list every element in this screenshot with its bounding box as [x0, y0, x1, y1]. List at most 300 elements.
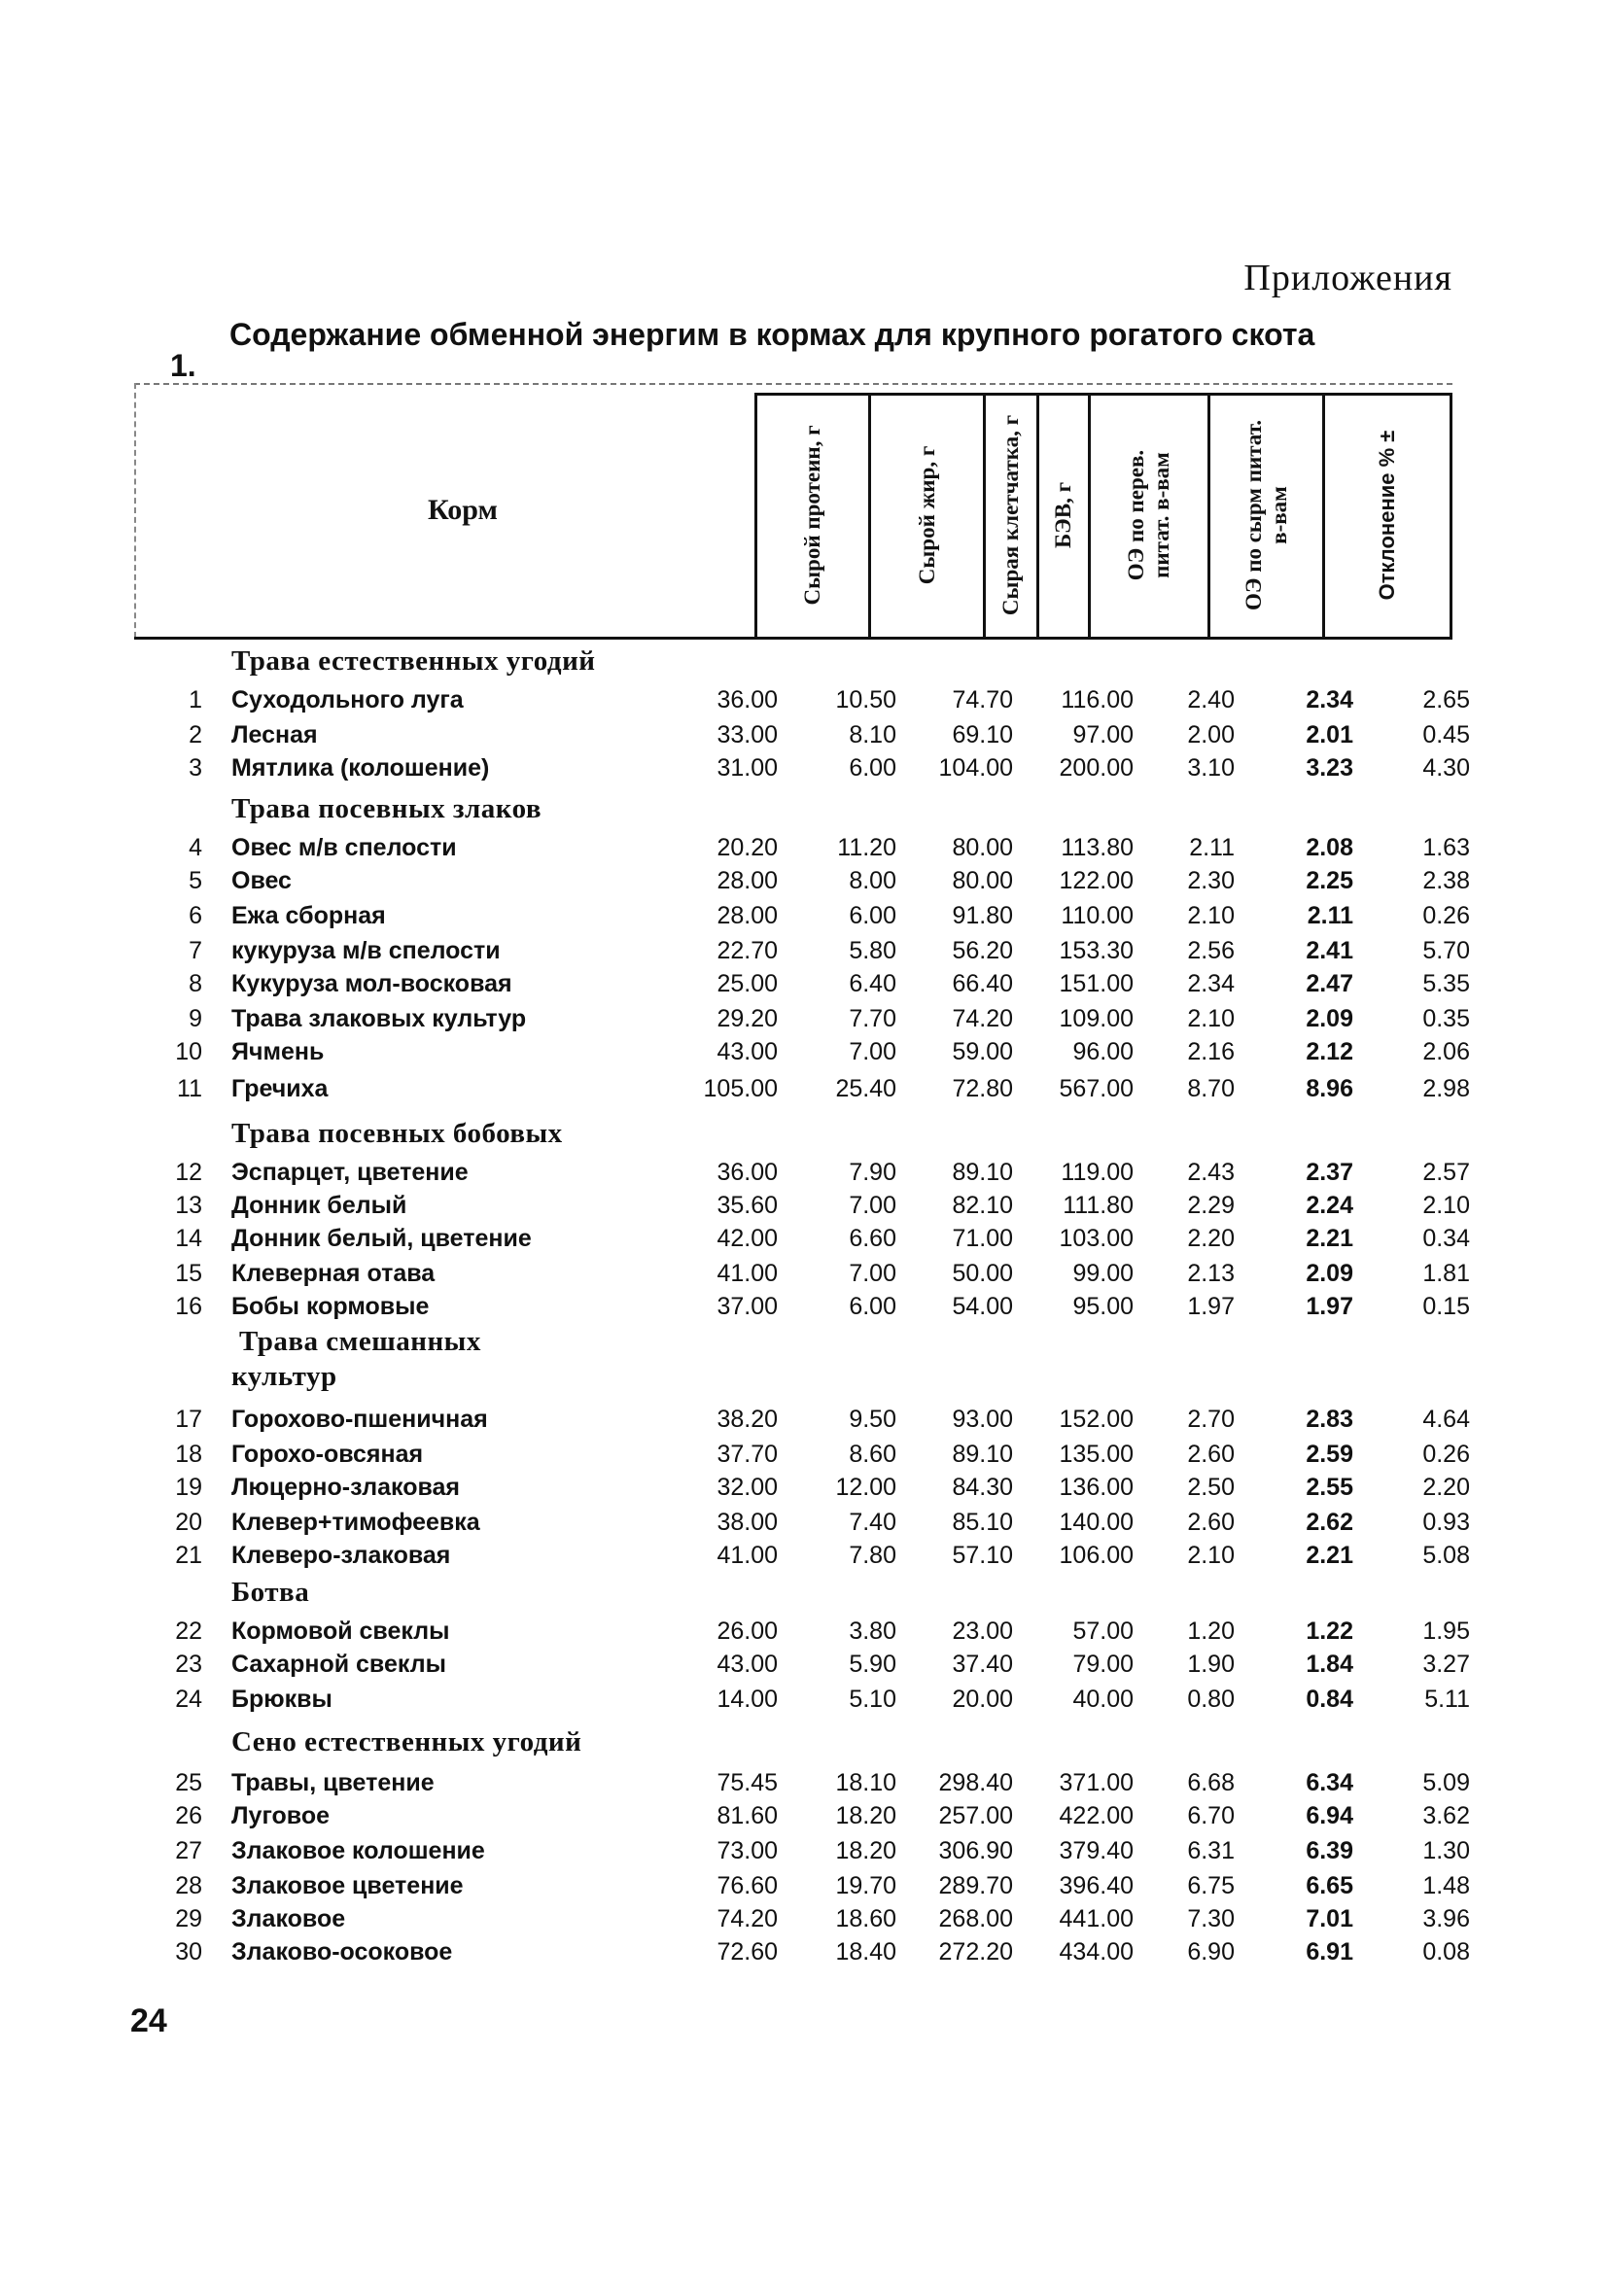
feed-name: Овес — [231, 867, 292, 894]
nfe-value: 151.00 — [1059, 970, 1134, 997]
table-row — [0, 1260, 1608, 1293]
oe-digestible-value: 8.70 — [1187, 1075, 1235, 1102]
oe-digestible-line2: питат. в-вам — [1149, 452, 1173, 578]
oe-digestible-value: 2.10 — [1187, 1542, 1235, 1569]
deviation-value: 0.26 — [1422, 1441, 1470, 1468]
table-row — [0, 834, 1608, 867]
row-number: 4 — [189, 834, 202, 861]
feed-name: Горохово-пшеничная — [231, 1406, 488, 1433]
oe-digestible-value: 2.70 — [1187, 1406, 1235, 1433]
oe-raw-value: 2.83 — [1306, 1406, 1353, 1433]
nfe-value: 113.80 — [1061, 834, 1134, 861]
section-sown-legumes: Трава посевных бобовых — [231, 1118, 563, 1149]
row-number: 15 — [175, 1260, 202, 1287]
deviation-value: 0.93 — [1422, 1509, 1470, 1536]
column-header-oe-digestible-text — [1124, 450, 1174, 580]
nfe-value: 434.00 — [1059, 1938, 1134, 1966]
deviation-value: 1.81 — [1422, 1260, 1470, 1287]
section-tops: Ботва — [231, 1577, 310, 1608]
protein-value: 41.00 — [717, 1260, 778, 1287]
nfe-value: 99.00 — [1072, 1260, 1134, 1287]
fat-value: 7.00 — [849, 1192, 896, 1219]
deviation-value: 3.96 — [1422, 1905, 1470, 1932]
row-number: 9 — [189, 1005, 202, 1032]
fiber-value: 69.10 — [952, 721, 1013, 748]
table-row — [0, 1474, 1608, 1507]
row-number: 3 — [189, 754, 202, 782]
row-number: 18 — [175, 1441, 202, 1468]
section-sown-cereals: Трава посевных злаков — [231, 793, 542, 824]
nfe-value: 95.00 — [1072, 1293, 1134, 1320]
protein-value: 41.00 — [717, 1542, 778, 1569]
table-row — [0, 1293, 1608, 1326]
table-row — [0, 1075, 1608, 1108]
nfe-value: 111.80 — [1063, 1192, 1134, 1219]
oe-digestible-value: 6.31 — [1187, 1837, 1235, 1864]
oe-digestible-value: 2.10 — [1187, 1005, 1235, 1032]
oe-digestible-value: 2.16 — [1187, 1038, 1235, 1065]
fat-value: 6.40 — [849, 970, 896, 997]
fat-value: 6.00 — [849, 754, 896, 782]
deviation-value: 5.08 — [1422, 1542, 1470, 1569]
feed-name: Эспарцет, цветение — [231, 1159, 469, 1186]
oe-raw-value: 2.62 — [1306, 1509, 1353, 1536]
protein-value: 33.00 — [717, 721, 778, 748]
deviation-value: 1.30 — [1422, 1837, 1470, 1864]
oe-raw-value: 1.84 — [1306, 1651, 1353, 1678]
protein-value: 37.00 — [717, 1293, 778, 1320]
nfe-value: 371.00 — [1059, 1769, 1134, 1796]
protein-value: 105.00 — [703, 1075, 778, 1102]
row-number: 16 — [175, 1293, 202, 1320]
feed-name: Злаковое — [231, 1905, 346, 1932]
feed-name: Злаковое колошение — [231, 1837, 485, 1864]
row-number: 10 — [175, 1038, 202, 1065]
deviation-value: 0.35 — [1422, 1005, 1470, 1032]
nfe-value: 379.40 — [1059, 1837, 1134, 1864]
deviation-value: 1.63 — [1422, 834, 1470, 861]
deviation-value: 2.10 — [1422, 1192, 1470, 1219]
feed-name: Лесная — [231, 721, 318, 748]
fat-value: 8.60 — [849, 1441, 896, 1468]
fat-value: 12.00 — [835, 1474, 896, 1501]
feed-name: Гречиха — [231, 1075, 329, 1102]
protein-value: 29.20 — [717, 1005, 778, 1032]
feed-name: Мятлика (колошение) — [231, 754, 490, 782]
oe-raw-value: 2.47 — [1306, 970, 1353, 997]
feed-name: Сахарной свеклы — [231, 1651, 446, 1678]
fiber-value: 89.10 — [952, 1159, 1013, 1186]
nfe-value: 96.00 — [1072, 1038, 1134, 1065]
fiber-value: 104.00 — [938, 754, 1013, 782]
fiber-value: 20.00 — [952, 1686, 1013, 1713]
protein-value: 38.20 — [717, 1406, 778, 1433]
column-header-fat — [868, 393, 983, 638]
row-number: 8 — [189, 970, 202, 997]
fiber-value: 74.70 — [952, 686, 1013, 713]
oe-digestible-value: 2.20 — [1187, 1225, 1235, 1252]
protein-value: 28.00 — [717, 902, 778, 929]
oe-raw-value: 2.09 — [1306, 1260, 1353, 1287]
fat-value: 5.80 — [849, 937, 896, 964]
row-number: 23 — [175, 1651, 202, 1678]
protein-value: 73.00 — [717, 1837, 778, 1864]
header-top-dashed-line — [134, 383, 1452, 385]
column-header-oe-raw — [1207, 393, 1322, 638]
deviation-value: 3.62 — [1422, 1802, 1470, 1829]
row-number: 7 — [189, 937, 202, 964]
oe-digestible-value: 2.60 — [1187, 1441, 1235, 1468]
oe-raw-line1: ОЭ по сырм питат. — [1241, 419, 1266, 611]
table-row — [0, 1651, 1608, 1684]
row-number: 13 — [175, 1192, 202, 1219]
oe-raw-value: 2.01 — [1306, 721, 1353, 748]
table-header — [134, 393, 1452, 638]
oe-raw-value: 1.97 — [1306, 1293, 1353, 1320]
column-header-oe-raw-text — [1241, 420, 1292, 610]
nfe-value: 396.40 — [1059, 1872, 1134, 1899]
table-row — [0, 1542, 1608, 1575]
oe-raw-value: 6.39 — [1306, 1837, 1353, 1864]
fiber-value: 272.20 — [938, 1938, 1013, 1966]
feed-name: Ежа сборная — [231, 902, 386, 929]
table-row — [0, 1406, 1608, 1439]
oe-digestible-value: 1.90 — [1187, 1651, 1235, 1678]
table-title: Содержание обменной энергим в кормах для крупного рогатого скота — [229, 317, 1315, 352]
row-number: 28 — [175, 1872, 202, 1899]
nfe-value: 422.00 — [1059, 1802, 1134, 1829]
oe-raw-value: 3.23 — [1306, 754, 1353, 782]
fiber-value: 59.00 — [952, 1038, 1013, 1065]
oe-raw-value: 2.21 — [1306, 1225, 1353, 1252]
oe-raw-value: 6.91 — [1306, 1938, 1353, 1966]
fat-value: 18.10 — [835, 1769, 896, 1796]
oe-digestible-value: 2.40 — [1187, 686, 1235, 713]
fiber-value: 85.10 — [952, 1509, 1013, 1536]
deviation-value: 4.30 — [1422, 754, 1470, 782]
deviation-value: 5.09 — [1422, 1769, 1470, 1796]
oe-digestible-value: 2.34 — [1187, 970, 1235, 997]
oe-raw-value: 2.09 — [1306, 1005, 1353, 1032]
protein-value: 42.00 — [717, 1225, 778, 1252]
row-number: 22 — [175, 1618, 202, 1645]
oe-raw-value: 2.12 — [1306, 1038, 1353, 1065]
table-row — [0, 937, 1608, 970]
row-number: 20 — [175, 1509, 202, 1536]
row-number: 2 — [189, 721, 202, 748]
feed-name: Трава злаковых культур — [231, 1005, 527, 1032]
feed-name: Травы, цветение — [231, 1769, 435, 1796]
column-header-protein-text: Сырой протеин, г — [800, 425, 824, 606]
fiber-value: 74.20 — [952, 1005, 1013, 1032]
oe-raw-value: 2.11 — [1307, 902, 1353, 929]
fiber-value: 257.00 — [938, 1802, 1013, 1829]
nfe-value: 200.00 — [1059, 754, 1134, 782]
feed-name: Донник белый — [231, 1192, 407, 1219]
deviation-value: 2.98 — [1422, 1075, 1470, 1102]
table-row — [0, 1802, 1608, 1835]
column-header-deviation — [1322, 393, 1452, 638]
deviation-value: 2.06 — [1422, 1038, 1470, 1065]
feed-name: Злаковое цветение — [231, 1872, 464, 1899]
oe-digestible-value: 2.13 — [1187, 1260, 1235, 1287]
fiber-value: 82.10 — [952, 1192, 1013, 1219]
protein-value: 36.00 — [717, 1159, 778, 1186]
row-number: 11 — [177, 1075, 202, 1102]
protein-value: 20.20 — [717, 834, 778, 861]
oe-digestible-value: 2.50 — [1187, 1474, 1235, 1501]
deviation-value: 2.38 — [1422, 867, 1470, 894]
oe-raw-value: 6.94 — [1306, 1802, 1353, 1829]
fat-value: 7.90 — [849, 1159, 896, 1186]
protein-value: 25.00 — [717, 970, 778, 997]
table-row — [0, 1225, 1608, 1258]
protein-value: 38.00 — [717, 1509, 778, 1536]
table-row — [0, 686, 1608, 719]
fat-value: 3.80 — [849, 1618, 896, 1645]
section-mixed-crops-line2: культур — [231, 1361, 337, 1392]
fiber-value: 84.30 — [952, 1474, 1013, 1501]
protein-value: 43.00 — [717, 1038, 778, 1065]
fat-value: 8.00 — [849, 867, 896, 894]
oe-digestible-value: 6.75 — [1187, 1872, 1235, 1899]
feed-name: Суходольного луга — [231, 686, 464, 713]
table-row — [0, 721, 1608, 754]
oe-raw-value: 6.65 — [1306, 1872, 1353, 1899]
section-mixed-crops-line1: Трава смешанных — [239, 1326, 481, 1357]
nfe-value: 116.00 — [1061, 686, 1134, 713]
row-number: 30 — [175, 1938, 202, 1966]
oe-digestible-value: 2.29 — [1187, 1192, 1235, 1219]
fat-value: 19.70 — [835, 1872, 896, 1899]
row-number: 25 — [175, 1769, 202, 1796]
fiber-value: 93.00 — [952, 1406, 1013, 1433]
feed-name: Клеверная отава — [231, 1260, 436, 1287]
table-row — [0, 1938, 1608, 1971]
fiber-value: 57.10 — [952, 1542, 1013, 1569]
nfe-value: 57.00 — [1072, 1618, 1134, 1645]
oe-digestible-value: 1.97 — [1187, 1293, 1235, 1320]
feed-name: Бобы кормовые — [231, 1293, 430, 1320]
column-header-deviation-text: Отклонение % ± — [1375, 430, 1399, 601]
protein-value: 43.00 — [717, 1651, 778, 1678]
feed-name: Горохо-овсяная — [231, 1441, 424, 1468]
fat-value: 9.50 — [849, 1406, 896, 1433]
fat-value: 18.20 — [835, 1837, 896, 1864]
table-row — [0, 1769, 1608, 1802]
protein-value: 76.60 — [717, 1872, 778, 1899]
protein-value: 28.00 — [717, 867, 778, 894]
deviation-value: 0.15 — [1422, 1293, 1470, 1320]
table-row — [0, 1837, 1608, 1870]
nfe-value: 97.00 — [1072, 721, 1134, 748]
protein-value: 37.70 — [717, 1441, 778, 1468]
feed-name: Кукуруза мол-восковая — [231, 970, 512, 997]
oe-digestible-value: 0.80 — [1187, 1686, 1235, 1713]
feed-name: Злаково-осоковое — [231, 1938, 453, 1966]
fat-value: 18.20 — [835, 1802, 896, 1829]
row-number: 14 — [175, 1225, 202, 1252]
protein-value: 26.00 — [717, 1618, 778, 1645]
oe-digestible-value: 6.90 — [1187, 1938, 1235, 1966]
fiber-value: 91.80 — [952, 902, 1013, 929]
oe-raw-value: 1.22 — [1306, 1618, 1353, 1645]
nfe-value: 152.00 — [1059, 1406, 1134, 1433]
nfe-value: 122.00 — [1059, 867, 1134, 894]
fat-value: 25.40 — [835, 1075, 896, 1102]
deviation-value: 3.27 — [1422, 1651, 1470, 1678]
protein-value: 36.00 — [717, 686, 778, 713]
nfe-value: 40.00 — [1072, 1686, 1134, 1713]
protein-value: 72.60 — [717, 1938, 778, 1966]
row-number: 1 — [189, 686, 202, 713]
oe-raw-value: 0.84 — [1306, 1686, 1353, 1713]
oe-raw-value: 2.55 — [1306, 1474, 1353, 1501]
oe-raw-value: 2.25 — [1306, 867, 1353, 894]
fiber-value: 37.40 — [952, 1651, 1013, 1678]
oe-digestible-value: 2.60 — [1187, 1509, 1235, 1536]
protein-value: 22.70 — [717, 937, 778, 964]
deviation-value: 0.08 — [1422, 1938, 1470, 1966]
deviation-value: 5.70 — [1422, 937, 1470, 964]
fat-value: 7.00 — [849, 1038, 896, 1065]
deviation-value: 1.95 — [1422, 1618, 1470, 1645]
nfe-value: 110.00 — [1061, 902, 1134, 929]
oe-raw-value: 2.59 — [1306, 1441, 1353, 1468]
oe-raw-line2: в-вам — [1266, 486, 1291, 544]
deviation-value: 2.20 — [1422, 1474, 1470, 1501]
row-number: 17 — [175, 1406, 202, 1433]
row-number: 26 — [175, 1802, 202, 1829]
row-number: 6 — [189, 902, 202, 929]
fiber-value: 80.00 — [952, 867, 1013, 894]
column-header-nfe — [1036, 393, 1088, 638]
fat-value: 6.00 — [849, 902, 896, 929]
nfe-value: 567.00 — [1059, 1075, 1134, 1102]
fat-value: 7.00 — [849, 1260, 896, 1287]
column-header-fat-text: Сырой жир, г — [914, 445, 939, 585]
fiber-value: 306.90 — [938, 1837, 1013, 1864]
row-number: 5 — [189, 867, 202, 894]
fat-value: 8.10 — [849, 721, 896, 748]
nfe-value: 441.00 — [1059, 1905, 1134, 1932]
table-row — [0, 1872, 1608, 1905]
protein-value: 35.60 — [717, 1192, 778, 1219]
fiber-value: 56.20 — [952, 937, 1013, 964]
oe-digestible-value: 2.56 — [1187, 937, 1235, 964]
table-number: 1. — [170, 348, 196, 383]
oe-digestible-value: 6.68 — [1187, 1769, 1235, 1796]
oe-raw-value: 7.01 — [1306, 1905, 1353, 1932]
table-row — [0, 1441, 1608, 1474]
section-natural-hay: Сено естественных угодий — [231, 1726, 582, 1757]
oe-raw-value: 2.34 — [1306, 686, 1353, 713]
nfe-value: 109.00 — [1059, 1005, 1134, 1032]
fiber-value: 23.00 — [952, 1618, 1013, 1645]
fat-value: 7.70 — [849, 1005, 896, 1032]
page-number: 24 — [130, 2002, 167, 2039]
protein-value: 74.20 — [717, 1905, 778, 1932]
table-row — [0, 1159, 1608, 1192]
fat-value: 18.40 — [835, 1938, 896, 1966]
oe-raw-value: 2.37 — [1306, 1159, 1353, 1186]
section-natural-grass: Трава естественных угодий — [231, 645, 596, 677]
oe-raw-value: 2.24 — [1306, 1192, 1353, 1219]
nfe-value: 119.00 — [1061, 1159, 1134, 1186]
fiber-value: 268.00 — [938, 1905, 1013, 1932]
oe-raw-value: 2.21 — [1306, 1542, 1353, 1569]
fat-value: 5.10 — [849, 1686, 896, 1713]
fiber-value: 71.00 — [952, 1225, 1013, 1252]
row-number: 19 — [175, 1474, 202, 1501]
deviation-value: 0.34 — [1422, 1225, 1470, 1252]
fiber-value: 72.80 — [952, 1075, 1013, 1102]
nfe-value: 103.00 — [1059, 1225, 1134, 1252]
column-header-nfe-text: БЭВ, г — [1051, 481, 1075, 549]
fat-value: 5.90 — [849, 1651, 896, 1678]
fiber-value: 298.40 — [938, 1769, 1013, 1796]
fat-value: 11.20 — [837, 834, 896, 861]
protein-value: 31.00 — [717, 754, 778, 782]
oe-raw-value: 8.96 — [1306, 1075, 1353, 1102]
deviation-value: 5.11 — [1424, 1686, 1470, 1713]
nfe-value: 136.00 — [1059, 1474, 1134, 1501]
table-row — [0, 1618, 1608, 1651]
table-row — [0, 1905, 1608, 1938]
protein-value: 14.00 — [717, 1686, 778, 1713]
table-row — [0, 1192, 1608, 1225]
feed-name: Кормовой свеклы — [231, 1618, 450, 1645]
oe-digestible-value: 6.70 — [1187, 1802, 1235, 1829]
oe-digestible-value: 1.20 — [1187, 1618, 1235, 1645]
row-number: 24 — [175, 1686, 202, 1713]
feed-name: Луговое — [231, 1802, 331, 1829]
nfe-value: 79.00 — [1072, 1651, 1134, 1678]
deviation-value: 0.26 — [1422, 902, 1470, 929]
deviation-value: 0.45 — [1422, 721, 1470, 748]
oe-digestible-value: 3.10 — [1187, 754, 1235, 782]
table-row — [0, 867, 1608, 900]
nfe-value: 106.00 — [1059, 1542, 1134, 1569]
fiber-value: 80.00 — [952, 834, 1013, 861]
fiber-value: 54.00 — [952, 1293, 1013, 1320]
table-row — [0, 754, 1608, 787]
column-header-protein — [754, 393, 868, 638]
deviation-value: 4.64 — [1422, 1406, 1470, 1433]
nfe-value: 140.00 — [1059, 1509, 1134, 1536]
deviation-value: 2.65 — [1422, 686, 1470, 713]
feed-name: Брюквы — [231, 1686, 332, 1713]
nfe-value: 135.00 — [1059, 1441, 1134, 1468]
row-number: 21 — [175, 1542, 202, 1569]
oe-digestible-value: 2.43 — [1187, 1159, 1235, 1186]
table-row — [0, 970, 1608, 1003]
oe-digestible-value: 2.30 — [1187, 867, 1235, 894]
oe-digestible-value: 2.00 — [1187, 721, 1235, 748]
table-row — [0, 1005, 1608, 1038]
row-number: 27 — [175, 1837, 202, 1864]
protein-value: 75.45 — [717, 1769, 778, 1796]
protein-value: 81.60 — [717, 1802, 778, 1829]
fat-value: 7.40 — [849, 1509, 896, 1536]
fat-value: 6.00 — [849, 1293, 896, 1320]
deviation-value: 1.48 — [1422, 1872, 1470, 1899]
deviation-value: 2.57 — [1422, 1159, 1470, 1186]
feed-name: кукуруза м/в спелости — [231, 937, 501, 964]
deviation-value: 5.35 — [1422, 970, 1470, 997]
feed-name: Клеверо-злаковая — [231, 1542, 451, 1569]
fiber-value: 66.40 — [952, 970, 1013, 997]
